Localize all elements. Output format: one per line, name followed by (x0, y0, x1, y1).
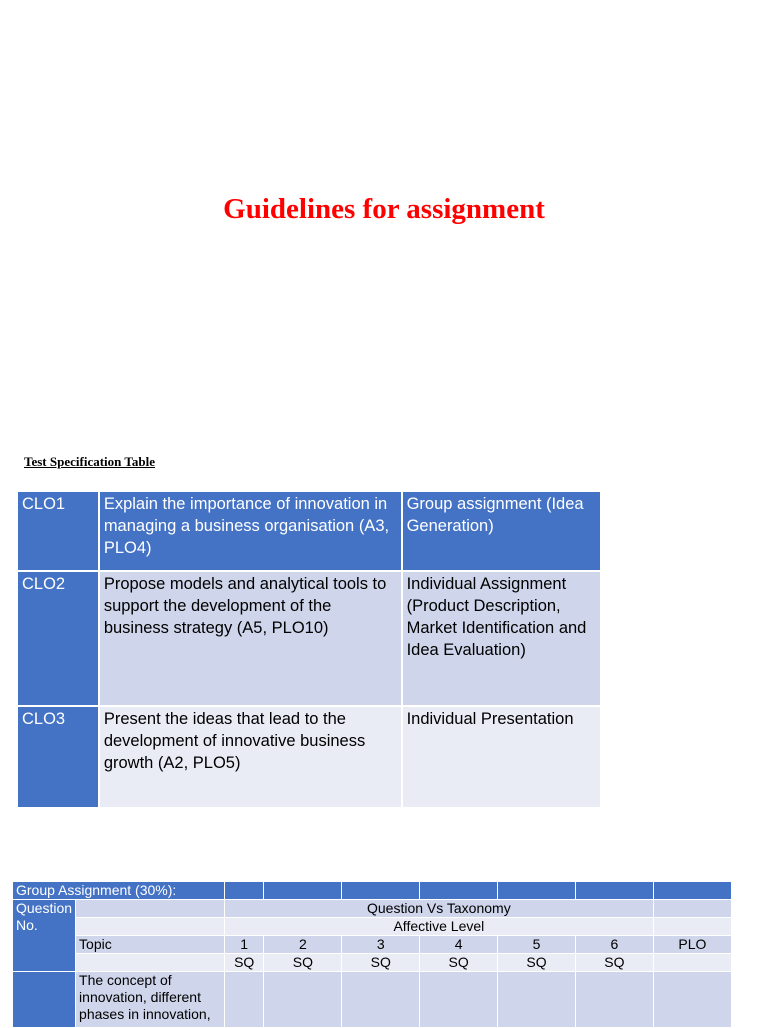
topic-header: Topic (76, 936, 225, 954)
table-row (13, 918, 732, 936)
table-row (13, 936, 732, 954)
table-cell (653, 882, 731, 900)
question-vs-taxonomy: Question Vs Taxonomy (224, 900, 653, 918)
topic-cell: The concept of innovation, different phases in innovation, (76, 972, 225, 1028)
level-header: 1 (224, 936, 263, 954)
clo-assessment: Group assignment (Idea Generation) (402, 492, 601, 571)
sq-label: SQ (342, 954, 420, 972)
table-row (13, 882, 732, 900)
page-title: Guidelines for assignment (223, 193, 545, 225)
question-number-cell (13, 972, 76, 1028)
table-cell (264, 882, 342, 900)
clo-description: Explain the importance of innovation in managing a business organisation (A3, PLO4) (99, 492, 402, 571)
clo-assessment: Individual Presentation (402, 706, 601, 808)
clo-description: Propose models and analytical tools to support the development of the business strategy (A5, PLO10) (99, 571, 402, 706)
clo-code: CLO3 (18, 706, 99, 808)
table-cell (653, 972, 731, 1028)
level-header: 3 (342, 936, 420, 954)
table-cell (575, 882, 653, 900)
sq-label: SQ (575, 954, 653, 972)
group-assignment-table (12, 881, 732, 1028)
table-cell (76, 954, 225, 972)
sq-label: SQ (224, 954, 263, 972)
sq-label: SQ (264, 954, 342, 972)
group-assignment-header: Group Assignment (30%): (13, 882, 225, 900)
sq-label: SQ (498, 954, 576, 972)
table-cell (420, 882, 498, 900)
level-header: 5 (498, 936, 576, 954)
affective-level: Affective Level (224, 918, 653, 936)
table-cell (653, 900, 731, 918)
table-cell (342, 882, 420, 900)
level-header: 6 (575, 936, 653, 954)
table-cell (498, 972, 576, 1028)
clo-assessment: Individual Assignment (Product Description, Market Identification and Idea Evaluation) (402, 571, 601, 706)
table-cell (575, 972, 653, 1028)
table-cell (653, 954, 731, 972)
level-header: 2 (264, 936, 342, 954)
table-row (18, 706, 601, 808)
table-cell (420, 972, 498, 1028)
level-header: 4 (420, 936, 498, 954)
clo-table (18, 492, 602, 809)
table-row (18, 571, 601, 706)
table-cell (76, 918, 225, 936)
clo-code: CLO1 (18, 492, 99, 571)
table-caption: Test Specification Table (24, 454, 155, 469)
clo-description: Present the ideas that lead to the development of innovative business growth (A2, PLO5) (99, 706, 402, 808)
table-cell (342, 972, 420, 1028)
clo-code: CLO2 (18, 571, 99, 706)
question-number-header: Question No. (13, 900, 76, 972)
table-row (13, 900, 732, 918)
table-cell (264, 972, 342, 1028)
sq-label: SQ (420, 954, 498, 972)
table-cell (76, 900, 225, 918)
table-cell (224, 882, 263, 900)
table-row (13, 954, 732, 972)
table-row (18, 492, 601, 571)
table-cell (498, 882, 576, 900)
table-cell (224, 972, 263, 1028)
plo-header: PLO (653, 936, 731, 954)
table-cell (653, 918, 731, 936)
table-row (13, 972, 732, 1028)
